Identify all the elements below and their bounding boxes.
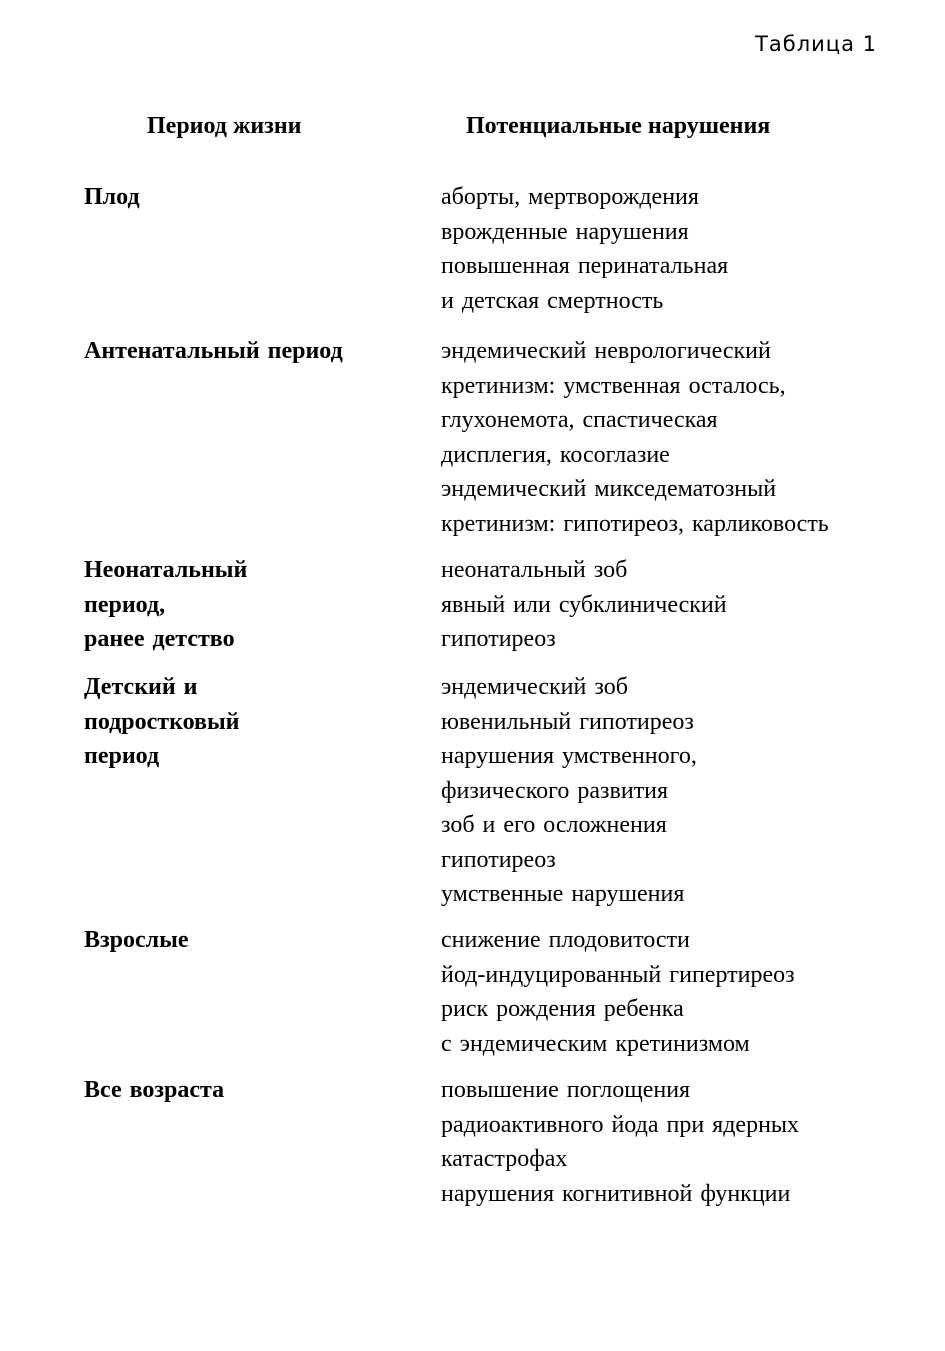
disorders-cell <box>441 553 727 657</box>
period-cell <box>84 670 240 774</box>
disorders-cell <box>441 1073 799 1211</box>
period-line: период, <box>84 591 166 618</box>
period-line: Взрослые <box>84 927 189 953</box>
period-cell <box>84 923 189 958</box>
disorder-line: физического развития <box>441 777 669 804</box>
disorders-cell <box>441 334 829 541</box>
disorder-line: с эндемическим кретинизмом <box>441 1030 750 1057</box>
period-cell <box>84 553 247 657</box>
period-line: Антенатальный период <box>84 338 343 364</box>
disorder-line: неонатальный зоб <box>441 557 628 583</box>
disorder-line: умственные нарушения <box>441 881 685 907</box>
period-line: ранее детство <box>84 626 235 652</box>
disorder-line: нарушения когнитивной функции <box>441 1180 791 1207</box>
period-cell <box>84 1073 224 1108</box>
disorder-line: повышенная перинатальная <box>441 253 729 279</box>
period-line: подростковый <box>84 708 240 735</box>
column-header-disorders: Потенциальные нарушения <box>466 113 771 139</box>
disorder-line: и детская смертность <box>441 287 664 314</box>
disorder-line: глухонемота, спастическая <box>441 407 718 433</box>
disorders-cell <box>441 923 795 1061</box>
disorder-line: эндемический неврологический <box>441 338 771 364</box>
period-line: Детский и <box>84 674 198 700</box>
disorder-line: эндемический зоб <box>441 674 628 700</box>
disorder-line: врожденные нарушения <box>441 218 689 245</box>
disorder-line: йод-индуцированный гипертиреоз <box>441 961 795 988</box>
disorder-line: дисплегия, косоглазие <box>441 441 670 468</box>
disorder-line: аборты, мертворождения <box>441 184 699 210</box>
column-header-period: Период жизни <box>147 113 302 139</box>
disorder-line: гипотиреоз <box>441 846 556 873</box>
disorder-line: нарушения умственного, <box>441 743 697 769</box>
disorder-line: явный или субклинический <box>441 591 727 618</box>
disorders-cell <box>441 180 728 318</box>
table-caption: Таблица 1 <box>755 32 877 56</box>
period-line: период <box>84 743 160 769</box>
disorders-cell <box>441 670 697 912</box>
disorder-line: снижение плодовитости <box>441 927 690 953</box>
disorder-line: ювенильный гипотиреоз <box>441 708 694 735</box>
period-line: Все возраста <box>84 1077 225 1103</box>
disorder-line: кретинизм: умственная осталось, <box>441 372 786 399</box>
period-line: Плод <box>84 184 140 210</box>
disorder-line: гипотиреоз <box>441 626 556 652</box>
period-line: Неонатальный <box>84 557 248 583</box>
disorder-line: повышение поглощения <box>441 1077 691 1103</box>
disorder-line: эндемический микседематозный <box>441 476 777 502</box>
period-cell <box>84 180 140 215</box>
disorder-line: зоб и его осложнения <box>441 812 667 838</box>
disorder-line: катастрофах <box>441 1146 568 1172</box>
disorder-line: кретинизм: гипотиреоз, карликовость <box>441 510 829 537</box>
disorder-line: риск рождения ребенка <box>441 996 684 1022</box>
disorder-line: радиоактивного йода при ядерных <box>441 1111 800 1138</box>
period-cell <box>84 334 343 369</box>
